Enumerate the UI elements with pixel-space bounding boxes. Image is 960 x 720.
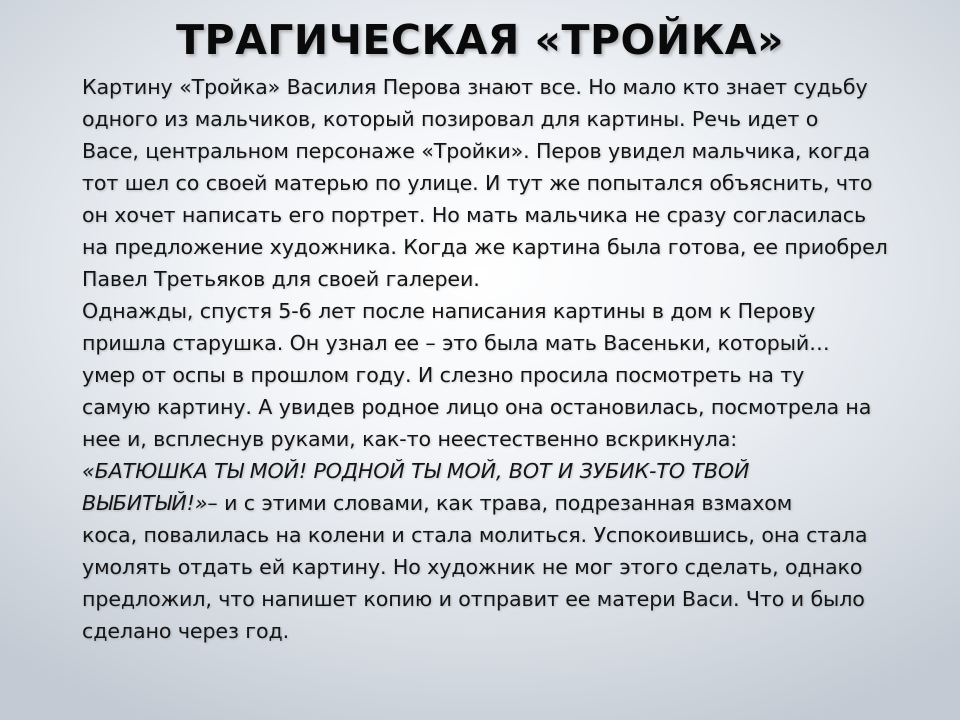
quote-line: «БАТЮШКА ТЫ МОЙ! РОДНОЙ ТЫ МОЙ, ВОТ И ЗУБИК-ТО ТВОЙ xyxy=(82,459,750,483)
slide-title: ТРАГИЧЕСКАЯ «ТРОЙКА» xyxy=(176,16,784,64)
quote-fragment: ВЫБИТЫЙ!» xyxy=(82,491,208,515)
narration-fragment: – и с этими словами, как трава, подрезанная взмахом xyxy=(207,491,793,515)
body-line: умер от оспы в прошлом году. И слезно просила посмотреть на ту xyxy=(82,363,805,387)
body-line: нее и, всплеснув руками, как-то неестественно вскрикнула: xyxy=(82,427,738,451)
body-line: пришла старушка. Он узнал ее – это была мать Васеньки, который… xyxy=(82,331,830,355)
body-line: на предложение художника. Когда же картина была готова, ее приобрел xyxy=(82,235,888,259)
body-line: коса, повалилась на колени и стала молиться. Успокоившись, она стала xyxy=(82,523,868,547)
body-line: самую картину. А увидев родное лицо она остановилась, посмотрела на xyxy=(82,395,872,419)
body-line: он хочет написать его портрет. Но мать мальчика не сразу согласилась xyxy=(82,203,867,227)
quote-continuation-line xyxy=(82,487,922,519)
body-line: тот шел со своей матерью по улице. И тут же попытался объяснить, что xyxy=(82,171,873,195)
body-line: сделано через год. xyxy=(82,619,290,643)
body-line: Павел Третьяков для своей галереи. xyxy=(82,267,480,291)
body-line: Однажды, спустя 5-6 лет после написания картины в дом к Перову xyxy=(82,299,816,323)
slide-body xyxy=(82,71,922,647)
body-line: одного из мальчиков, который позировал для картины. Речь идет о xyxy=(82,107,819,131)
body-line: Васе, центральном персонаже «Тройки». Перов увидел мальчика, когда xyxy=(82,139,870,163)
body-line: Картину «Тройка» Василия Перова знают все. Но мало кто знает судьбу xyxy=(82,75,868,99)
body-line: умолять отдать ей картину. Но художник не мог этого сделать, однако xyxy=(82,555,863,579)
body-line: предложил, что напишет копию и отправит ее матери Васи. Что и было xyxy=(82,587,865,611)
